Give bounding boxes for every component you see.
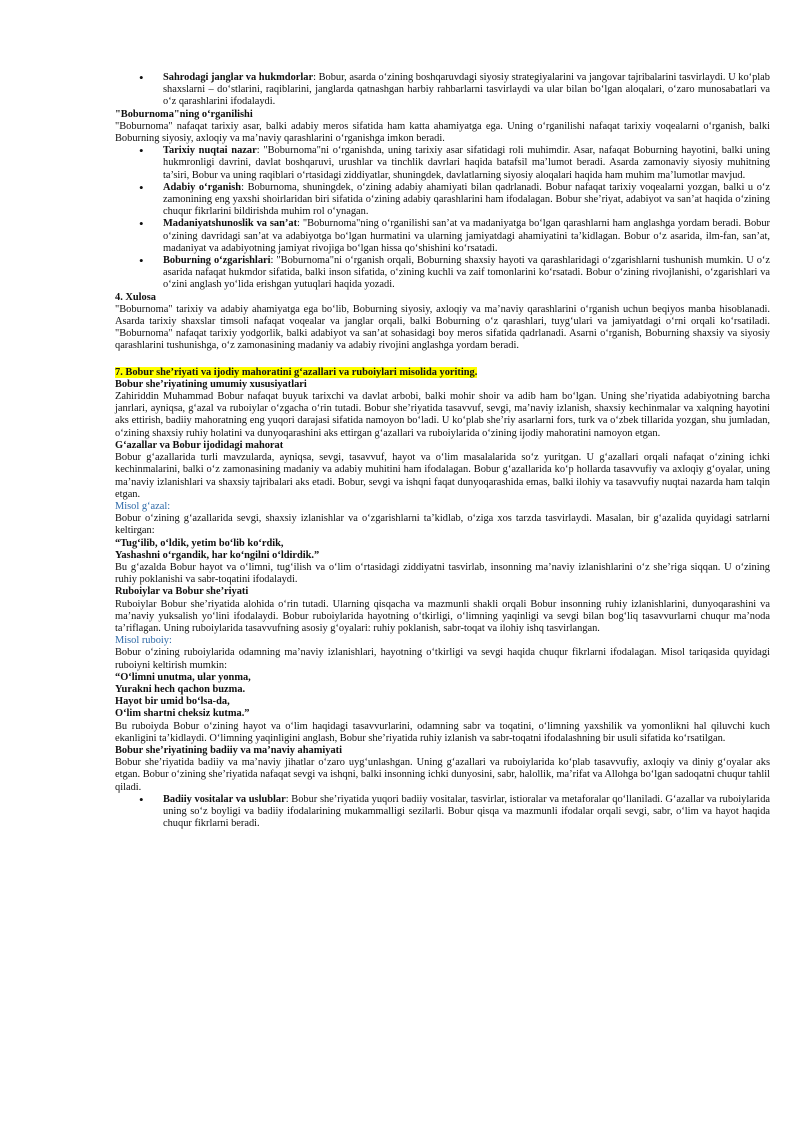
heading-umumiy: Bobur she’riyatining umumiy xususiyatlari — [115, 378, 307, 390]
bullet-tarixiy — [115, 145, 770, 182]
heading-organish: "Boburnoma"ning o‘rganilishi — [115, 108, 253, 120]
verse-line: “Tug‘ilib, o‘ldik, yetim bo‘lib ko‘rdik, — [115, 537, 284, 549]
verse-line: “O‘limni unutma, ular yonma, — [115, 671, 251, 683]
heading-ruboiylar: Ruboiylar va Bobur she’riyati — [115, 586, 249, 598]
bullet-title: Adabiy o‘rganish — [163, 181, 242, 193]
bullet-title: Badiiy vositalar va uslublar — [163, 793, 286, 805]
verse-line: Yashashni o‘rgandik, har ko‘ngilni o‘ldirdik.” — [115, 549, 320, 561]
label-misol-gazal: Misol g‘azal: — [115, 500, 171, 512]
bullet-title: Boburning o‘zgarishlari — [163, 255, 271, 267]
bullet-text: : "Boburnoma"ni o‘rganishda, uning tarixiy asar sifatidagi roli muhimdir. Asar, nafaqat Boburning hayotini, balki uning hukmronligi davrini, davlat boshqaruvi, urushlar va tinchlik davrlari haqida batafsil ma’lumot beradi. Asarda zamonaviy siyosiy muhitning ta’siri, Bobur va uning raqiblari o‘rtasidagi ziddiyatlar, shuningdek, davlatlarning siyosiy aloqalari haqida ham muhim ma’lumotlar mavjud. — [163, 145, 770, 181]
paragraph-misol-gazal: Bobur o‘zining g‘azallarida sevgi, shaxsiy izlanishlar va o‘zgarishlarni ta’kidlab, o‘ziga xos tarzda tasvirlaydi. Masalan, bir g‘azalida quyidagi satrlarni keltirgan: — [115, 513, 770, 537]
bullet-ozgarishlar — [115, 255, 770, 292]
paragraph-gazal-after: Bu g‘azalda Bobur hayot va o‘limni, tug‘ilish va o‘lim o‘rtasidagi ziddiyatni tasvirlab, insonning ma’naviy izlanishlarini o‘z she’riga siqqan. U o‘zining ruhiy poklanishi va sabr-toqatini ifodalaydi. — [115, 561, 770, 586]
bullet-sahrodagi — [115, 72, 770, 109]
label-misol-ruboiy: Misol ruboiy: — [115, 635, 172, 647]
bullet-title: Sahrodagi janglar va hukmdorlar — [163, 72, 314, 83]
verse-line: O‘lim shartni cheksiz kutma.” — [115, 708, 250, 720]
paragraph-ruboiy-after: Bu ruboiyda Bobur o‘zining hayot va o‘lim haqidagi tasavvurlarini, odamning sabr va toqatini, o‘limning yaxshilik va yomonlikni hal qiluvchi kuch ekanligini ta’kidlaydi. O‘limning yaqinligini anglash, Bobur she’riyatida ruhiy izlanish va sabr-toqatni ifodalashning bir usuli sifatida ko‘rsatilgan. — [115, 720, 770, 744]
bullet-vositalar — [115, 794, 770, 831]
paragraph-badiiy: Bobur she’riyatida badiiy va ma’naviy jihatlar o‘zaro uyg‘unlashgan. Uning g‘azallari va ruboiylarida ko‘plab tasavvufiy, axloqiy va diniy g‘oyalar aks etgan. Bobur o‘zining she’riyatida nafaqat sevgi va ishqni, balki insonning ichki dunyosini, sabr, halollik, ma’rifat va Allohga bo‘lgan sadoqatni chuqur tahlil qiladi. — [115, 757, 770, 793]
paragraph-organish: "Boburnoma" nafaqat tarixiy asar, balki adabiy meros sifatida ham katta ahamiyatga ega. Uning o‘rganilishi nafaqat tarixiy voqealarni o‘rganish, balki Boburning siyosiy, axloqiy va ma’naviy qarashlarini o‘rganishga imkon beradi. — [115, 120, 770, 145]
verse-line: Hayot bir umid bo‘lsa-da, — [115, 696, 230, 708]
paragraph-umumiy: Zahiriddin Muhammad Bobur nafaqat buyuk tarixchi va davlat arbobi, balki mohir shoir va adib ham bo‘lgan. Uning she’riyatida adabiyotning barcha janrlari, ayniqsa, g‘azal va ruboiylar o‘zgacha o‘rin tutadi. Bobur she’riyatida tasavvuf, sevgi, ma’naviy izlanish, shaxsiy kechinmalar va xalqning hayotini aks ettirish, badiiy mahoratning eng yuqori darajasi sifatida namoyon bo‘ladi. U ko‘plab she’riy asarlarni fors, turk va o‘zbek tillarida yozgan, shu jumladan, o‘zining shaxsiy ruhiy holatini va dunyoqarashini aks ettirgan g‘azallari va ruboiylarida o‘zining ijodiy mahoratini namoyon etgan. — [115, 391, 770, 439]
bullet-text: : Boburnoma, shuningdek, o‘zining adabiy ahamiyati bilan qadrlanadi. Bobur nafaqat tarixiy voqealarni yozgan, balki u o‘z zamonining eng yaxshi shoirlaridan biri sifatida o‘zining adabiy qarashlarini ham ifodalagan. Bobur she’riyat, adabiyot va san’at haqida o‘zining chuqur fikrlarini bildirishda muhim rol o‘ynagan. — [163, 181, 770, 218]
paragraph-ruboiylar: Ruboiylar Bobur she’riyatida alohida o‘rin tutadi. Ularning qisqacha va mazmunli shakli orqali Bobur insonning ruhiy izlanishlarini, dunyoqarashini va ma’naviy yuksalish yo‘lini ifodalaydi. Bobur ruboiylarida hayotning o‘tkirligi, o‘limning yaqinligi va sevgi bilan bog‘liq tasavvurlarni chuqur ma’noda ta’riflagan. Uning ruboiylarida tasavvufning asosiy g‘oyalari: ruhiy poklanish, sabr-toqat va ilohiy ishq tasvirlangan. — [115, 598, 770, 634]
heading-xulosa: 4. Xulosa — [115, 291, 156, 303]
verse-line: Yurakni hech qachon buzma. — [115, 683, 246, 695]
bullet-text: : Bobur she’riyatida yuqori badiiy vositalar, tasvirlar, istioralar va metaforalar qo‘llaniladi. G‘azallar va ruboiylarida uning so‘z boyligi va badiiy ifodalarining mukammalligi sezilarli. Bobur qisqa va mazmunli ifodalar orqali sevgi, sabr, o‘lim va hayot haqida chuqur fikrlarni beradi. — [163, 793, 770, 830]
bullet-text: : Bobur, asarda o‘zining boshqaruvdagi siyosiy strategiyalarini va jangovar tajribalarini tasvirlaydi. U ko‘plab shaxslarni – do‘stlarini, raqiblarini, janglarda qatnashgan harbiy rahbarlarni tasvirlaydi va ular bilan bo‘lgan aloqalari, o‘zaro munosabatlari va o‘z qarashlarini ifodalaydi. — [163, 72, 770, 108]
paragraph-xulosa: "Boburnoma" tarixiy va adabiy ahamiyatga ega bo‘lib, Boburning siyosiy, axloqiy va ma’naviy qarashlarini o‘rganish uchun beqiyos manba hisoblanadi. Asarda tarixiy shaxslar timsoli nafaqat voqealar va janglar orqali, balki Boburning o‘z qarashlari, tuyg‘ulari va jamiyatdagi o‘rni orqali ko‘rsatiladi. "Boburnoma" nafaqat tarixiy yodgorlik, balki adabiyot va san’at sohasidagi boy meros sifatida qadrlanadi. Asarni o‘rganish, Boburning shaxsiy va siyosiy qarashlarini tushunishga, o‘z zamonasining madaniy va adabiy rivojini anglashga yordam beradi. — [115, 303, 770, 352]
spacer — [115, 353, 770, 367]
bullet-title: Tarixiy nuqtai nazar — [163, 145, 257, 157]
paragraph-misol-ruboiy: Bobur o‘zining ruboiylarida odamning ma’naviy izlanishlari, hayotning o‘tkirligi va sevgi haqida chuqur fikrlarni ifodalagan. Misol tariqasida quyidagi ruboiyni keltirish mumkin: — [115, 647, 770, 671]
paragraph-gazallar: Bobur g‘azallarida turli mavzularda, ayniqsa, sevgi, tasavvuf, hayot va o‘lim masalalarida so‘z yuritgan. U g‘azallari orqali nafaqat o‘zining ichki kechinmalarini, balki o‘z zamonasining madaniy va adabiy muhitini ham ifodalagan. Bobur g‘azallarida ko‘p hollarda tasavvufiy va axloqiy g‘oyalar, uning ma’naviy izlanishlari va shaxsiy tajribalari aks etadi. Bobur, sevgi va ishqni faqat dunyoqarashida emas, balki ilohiy va tasavvufiy nuqtai nazarda ham talqin etgan. — [115, 452, 770, 500]
heading-badiiy: Bobur she’riyatining badiiy va ma’naviy ahamiyati — [115, 744, 342, 756]
bullet-text: : "Boburnoma"ni o‘rganish orqali, Boburning shaxsiy hayoti va qarashlaridagi o‘zgarishlarni tushunish mumkin. U o‘z asarida nafaqat hukmdor sifatida, balki inson sifatida, o‘zining kuchli va zaif tomonlarini ko‘rsatadi. Bobur o‘zining rivojlanishi, o‘zgarishlari va o‘zini anglash yo‘lida erishgan yutuqlari haqida yozadi. — [163, 255, 770, 291]
heading-gazallar: G‘azallar va Bobur ijodidagi mahorat — [115, 439, 284, 451]
heading-question-7 — [115, 367, 770, 379]
highlighted-question: 7. Bobur she’riyati va ijodiy mahoratini g‘azallari va ruboiylari misolida yoriting. — [115, 366, 478, 378]
bullet-adabiy — [115, 182, 770, 219]
bullet-text: : "Boburnoma"ning o‘rganilishi san’at va madaniyatga bo‘lgan qarashlarni ham anglashga yordam beradi. Bobur o‘zining davridagi san’at va adabiyotga bo‘lgan hurmatini va ularning jamiyatdagi ahamiyatini ta’kidlagan. Bobur o‘z asarida, ilm-fan, san’at, madaniyat va adabiyotning jamiyat rivojiga bo‘lgan hissa qo‘shishini ko‘rsatadi. — [163, 218, 770, 254]
bullet-madaniyat — [115, 218, 770, 255]
bullet-title: Madaniyatshunoslik va san’at — [163, 218, 298, 230]
